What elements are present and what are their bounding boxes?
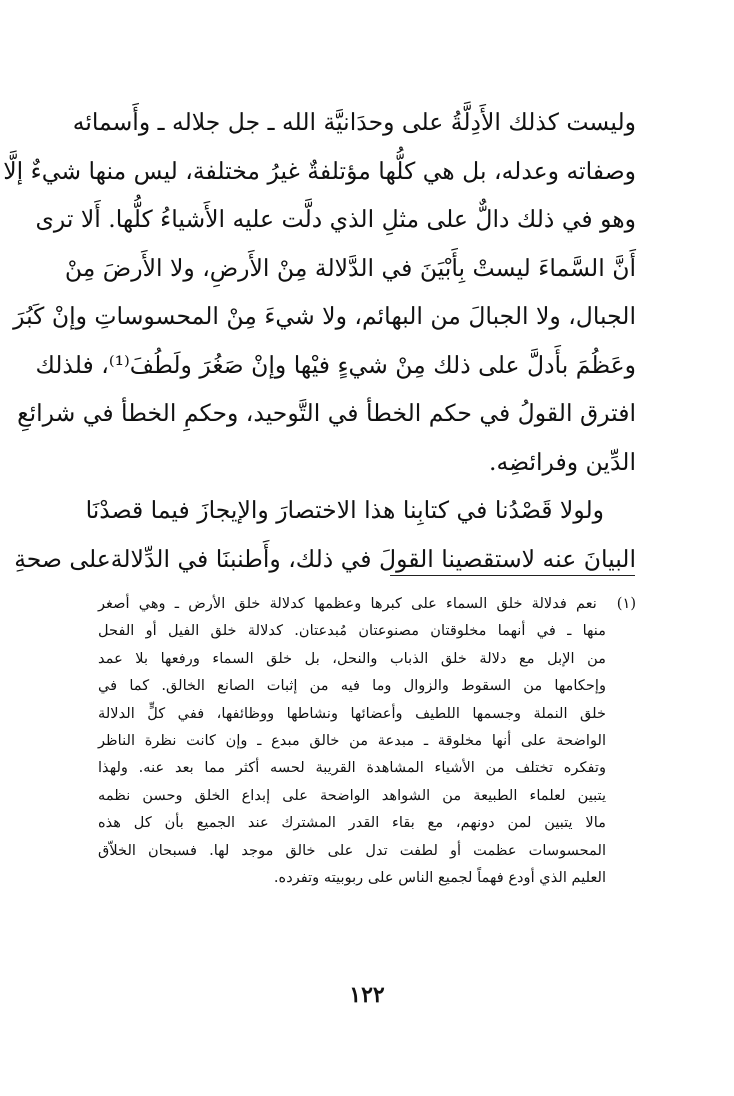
main-text	[3, 98, 636, 583]
main-text-line: البيانَ عنه لاستقصينا القولَ في ذلك، وأَطنبنَا في الدِّلالةعلى صحةِ	[14, 544, 636, 573]
main-text-line: الجبال، ولا الجبالَ من البهائم، ولا شيءَ مِنْ المحسوساتِ وإنْ كَبُرَ	[13, 302, 636, 330]
footnote-line: العليم الذي أودع فهماً لجميع الناس على ربوبيته وتفرده.	[273, 868, 606, 886]
main-text-line: ولولا قَصْدُنا في كتابِنا هذا الاختصارَ والإيجازَ فيما قصدْنَا	[85, 496, 604, 524]
footnote	[98, 590, 636, 891]
footnote-marker: (١)	[616, 595, 637, 612]
main-text-line: وليست كذلك الأَدِلَّةُ على وحدَانيَّة الله ـ جل جلاله ـ وأَسمائه	[72, 108, 636, 136]
footnote-divider	[390, 575, 635, 576]
footnote-line: المحسوسات عظمت أو لطفت تدل على خالق موجد لها. فسبحان الخلاّق	[98, 841, 606, 859]
footnote-line: منها ـ في أنهما مخلوقتان مصنوعتان مُبدعتان. كدلالة خلق الفيل أو الفحل	[98, 622, 606, 640]
main-text-line: أَنَّ السَّماءَ ليستْ بِأَبْيَنَ في الدَّلالة مِنْ الأَرضِ، ولا الأَرضَ مِنْ	[64, 253, 636, 282]
footnote-line: وإحكامها من السقوط والزوال وما فيه من إثبات الصانع الخالق. كما في	[98, 677, 606, 695]
footnote-line: خلق النملة وجسمها اللطيف وأعضائها ونشاطها ووظائفها، ففي كلٍّ الدلالة	[98, 704, 606, 722]
page-number: ١٢٢	[349, 982, 385, 1008]
main-text-line: وهو في ذلك دالٌّ على مثلِ الذي دلَّت عليه الأَشياءُ كلُّها. أَلا ترى	[35, 205, 636, 233]
footnote-line: مالا يتبين لمن دونهم، مع بقاء القدر المشترك عند الجميع بأن كل هذه	[98, 814, 606, 832]
footnote-line	[98, 590, 636, 617]
main-text-line: الدِّين وفرائضِه.	[489, 447, 636, 476]
main-text-line: افترق القولُ في حكم الخطأ في التَّوحيد، وحكمِ الخطأ في شرائعِ	[17, 399, 636, 427]
footnote-line: من الإبل مع دلالة خلق الذباب والنحل، بل خلق السماء ورفعها بلا عمد	[98, 649, 606, 667]
footnote-line-text: نعم فدلالة خلق السماء على كبرها وعظمها كدلالة خلق الأرض ـ وهي أصغر	[98, 595, 597, 612]
footnote-line: الواضحة على أنها مخلوقة ـ مبدعة من خالق مبدع ـ وإن كانت نظرة الناظر	[98, 731, 606, 749]
footnote-line: يتبين لعلماء الطبيعة من الشواهد الواضحة على إبداع الخلق وحسن نظمه	[98, 786, 606, 804]
main-text-line: وصفاته وعدله، بل هي كلُّها مؤتلفةٌ غيرُ مختلفة، ليس منها شيءٌ إلَّا	[3, 156, 636, 185]
footnote-line: وتفكره تختلف من الأشياء المشاهدة القريبة لحسه أكثر مما بعد عنه. ولهذا	[98, 759, 606, 777]
main-text-line: وعَظُمَ بأَدلَّ على ذلك مِنْ شيءٍ فيْها وإنْ صَغُرَ ولَطُفَ⁽¹⁾، فلذلك	[35, 350, 636, 379]
